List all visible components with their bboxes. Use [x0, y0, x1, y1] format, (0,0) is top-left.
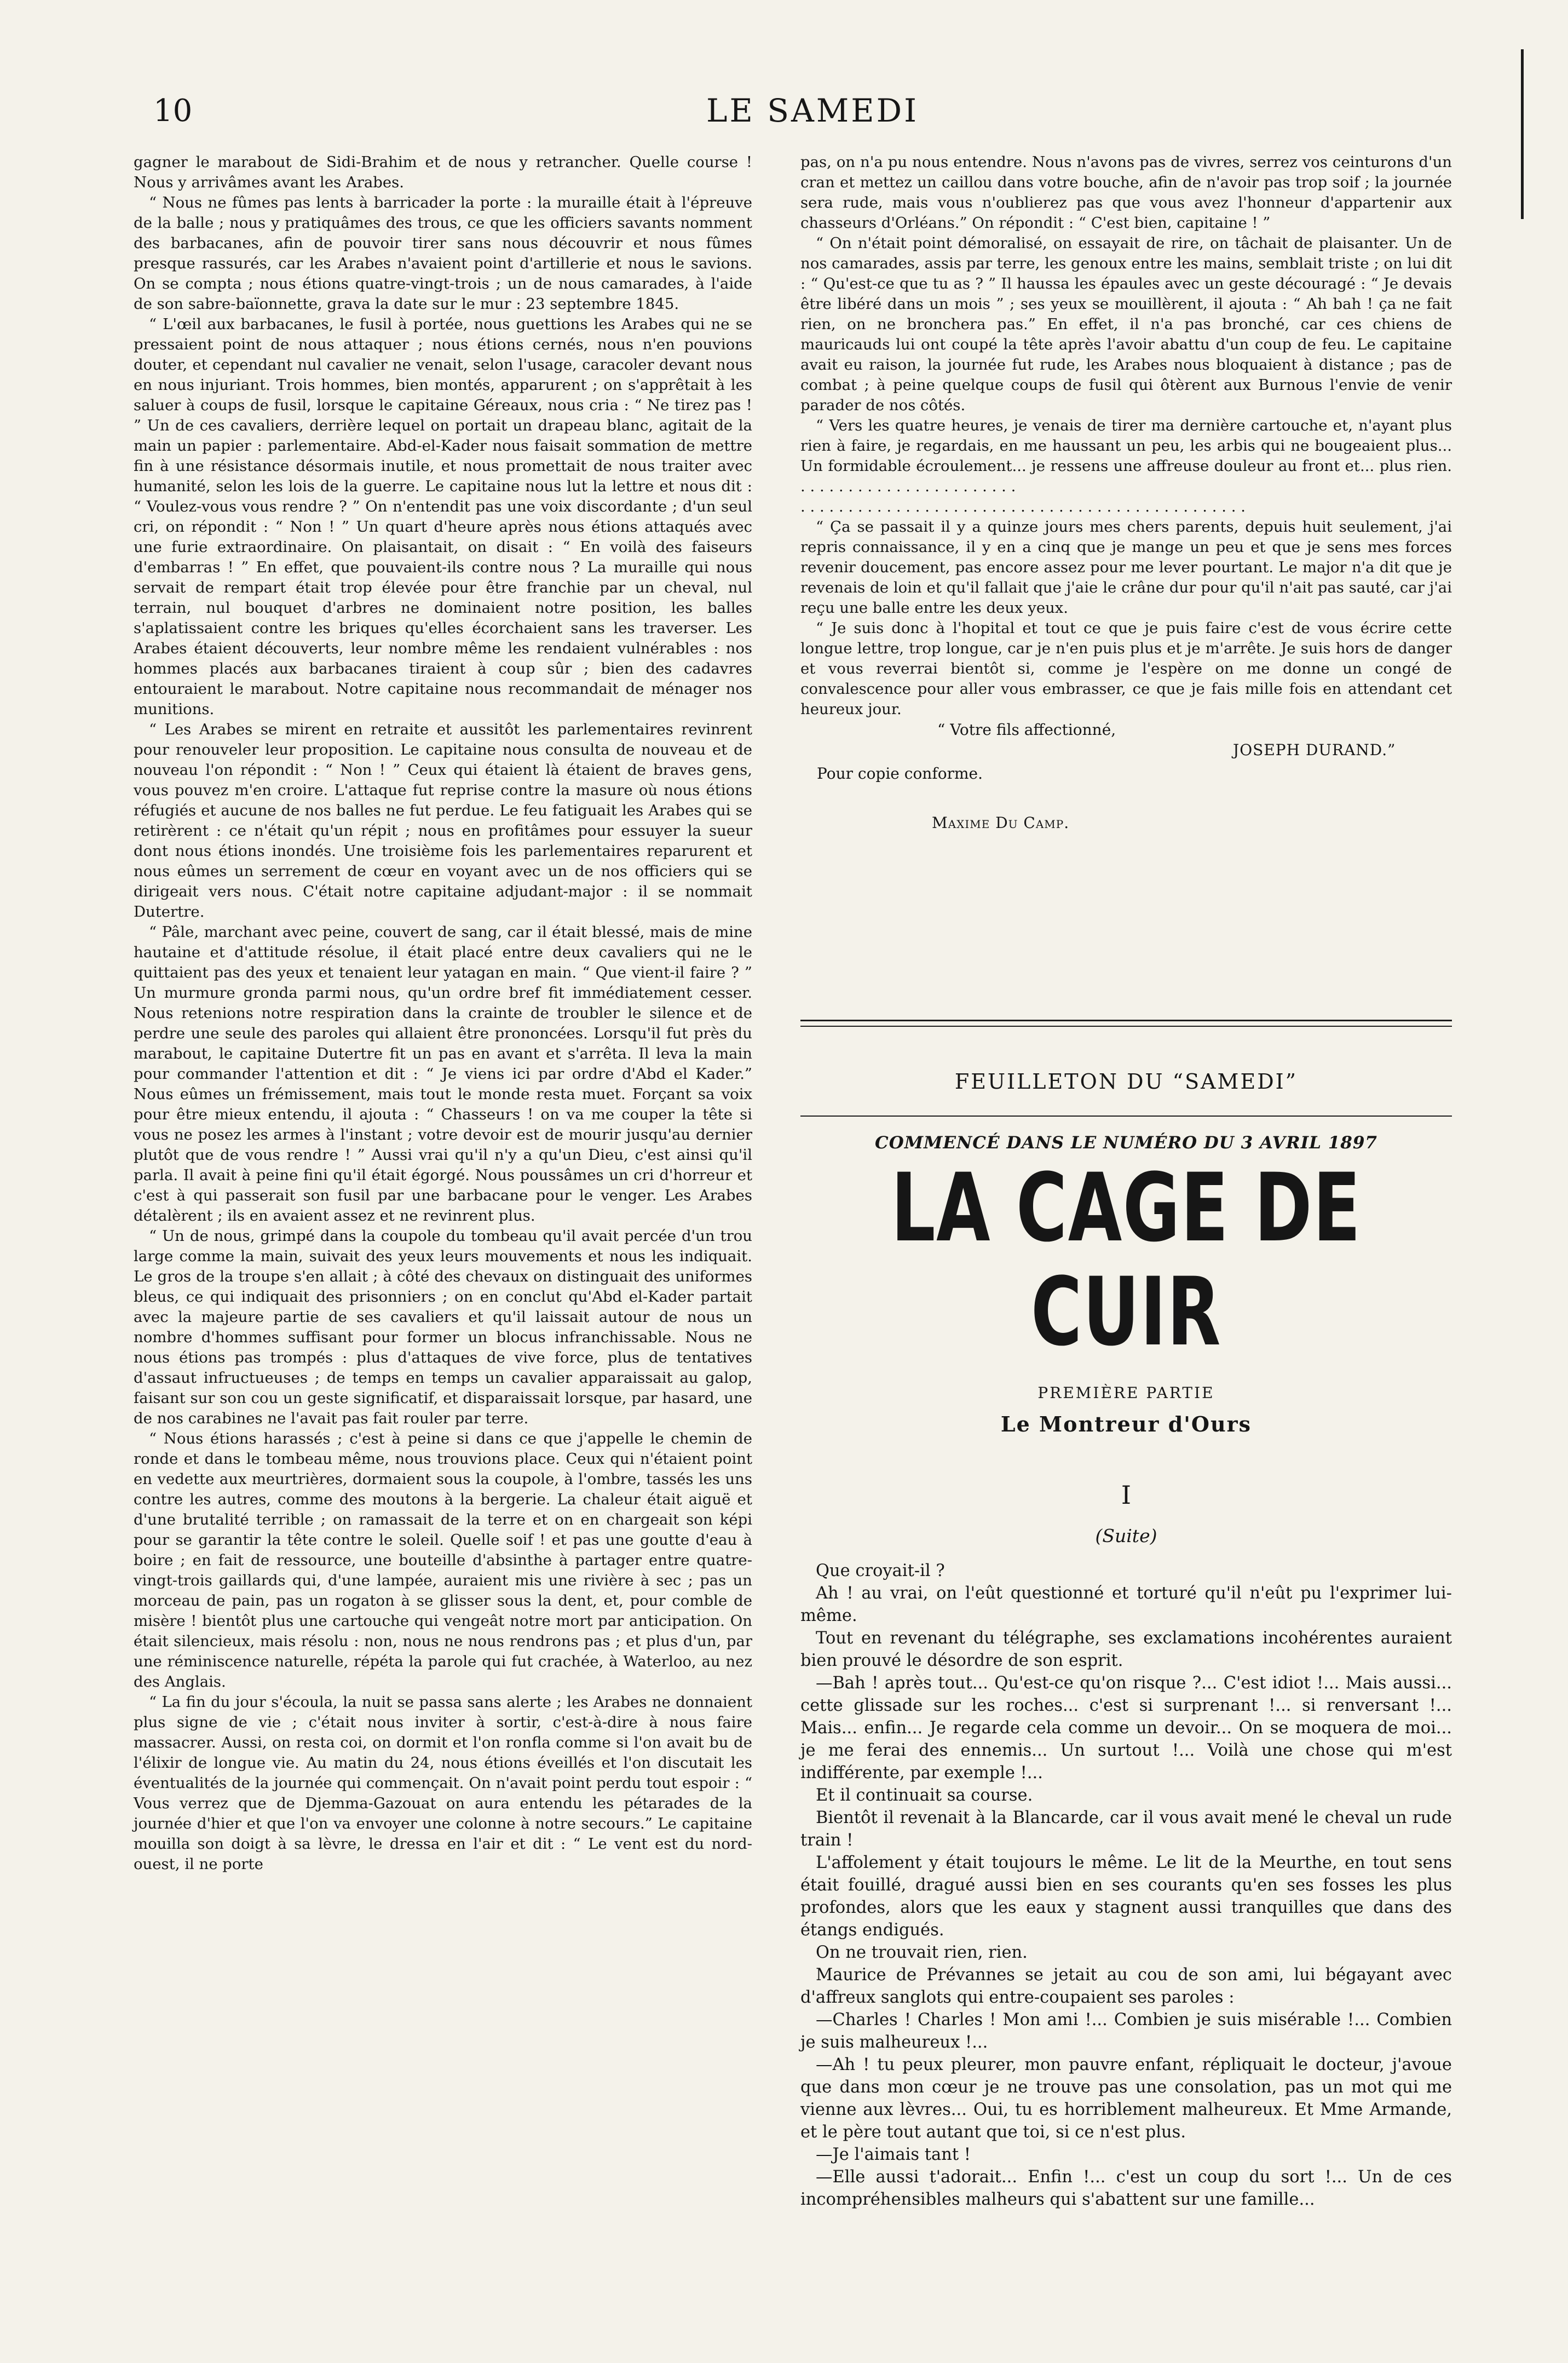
copy-author: Maxime Du Camp. — [932, 814, 1070, 832]
novel-paragraph: Maurice de Prévannes se jetait au cou de son ami, lui bégayant avec d'affreux sanglots qui entre-coupaient ses paroles : — [800, 1965, 1452, 2007]
chapter-note: (Suite) — [1095, 1525, 1157, 1546]
novel-paragraph: On ne trouvait rien, rien. — [816, 1943, 1028, 1962]
novel-paragraph: Et il continuait sa course. — [816, 1786, 1033, 1805]
article-paragraph: “ Je suis donc à l'hopital et tout ce que je puis faire c'est de vous écrire cette longue lettre, trop longue, car je n'en puis plus et je m'arrête. Je suis hors de danger et vous reverrai bientôt si, comme je l'espère on me donne un congé de convalescence pour aller vous embrasser, ce que je fais mille fois en attendant cet heureux jour. — [800, 619, 1452, 718]
article-paragraph: “ Nous ne fûmes pas lents à barricader la porte : la muraille était à l'épreuve de la balle ; nous y pratiquâmes des trous, ce que les officiers savants nomment des barbacanes, afin de pouvoir tirer sans nous découvrir et nous fûmes presque rassurés, car les Arabes n'avaient point d'artillerie et nous le savions. On se compta ; nous étions quatre-vingt-trois ; un de nous camarades, à l'aide de son sabre-baïonnette, grava la date sur le mur : 23 septembre 1845. — [134, 194, 752, 313]
article-paragraph: “ On n'était point démoralisé, on essayait de rire, on tâchait de plaisanter. Un de nos camarades, assis par terre, les genoux entre les mains, semblait triste ; on lui dit : “ Qu'est-ce que tu as ? ” Il haussa les épaules avec un geste découragé : “ Je devais être libéré dans un mois ” ; ses yeux se mouillèrent, il ajouta : “ Ah bah ! ça ne fait rien, on ne bronchera pas.” En effet, il n'a pas bronché, car ces chiens de mauricauds lui ont coupé la tête après l'avoir abattu d'un coup de feu. Le capitaine avait eu raison, la journée fut rude, les Arabes nous bloquaient à distance ; pas de combat ; à peine quelque coups de fusil qui ôtèrent aux Burnous l'envie de venir parader de nos côtés. — [800, 234, 1452, 414]
article-paragraph: “ Nous étions harassés ; c'est à peine si dans ce que j'appelle le chemin de ronde et dans le tombeau même, nous trouvions place. Ceux qui n'étaient point en vedette aux meurtrières, dormaient sous la coupole, à l'ombre, tassés les uns contre les autres, comme des moutons à la bergerie. La chaleur était aiguë et d'une brutalité terrible ; on ramassait de la terre et on en chargeait son képi pour se garantir la tête contre le soleil. Quelle soif ! et pas une goutte d'eau à boire ; en fait de ressource, une bouteille d'absinthe à partager entre quatre-vingt-trois gaillards qui, d'une lampée, auraient mis une rivière à sec ; pas un morceau de pain, pas un rogaton à se glisser sous la dent, et, pour comble de misère ! bientôt plus une cartouche qui vengeât notre mort par anticipation. On était silencieux, mais résolu : non, nous ne nous rendrons pas ; et plus d'un, par une réminiscence naturelle, répéta la parole qui fut crachée, à Waterloo, au nez des Anglais. — [134, 1430, 752, 1691]
ellipsis-line: . . . . . . . . . . . . . . . . . . . . . . . . . . . . . . . . . . . . . . . . . . . . . . . — [800, 498, 1246, 515]
section-rule — [800, 1026, 1452, 1027]
article-paragraph: “ La fin du jour s'écoula, la nuit se passa sans alerte ; les Arabes ne donnaient plus signe de vie ; c'était nous inviter à sortir, c'est-à-dire à nous faire massacrer. Aussi, on resta coi, on dormit et l'on ronfla comme si l'on avait bu de l'élixir de longue vie. Au matin du 24, nous étions éveillés et l'on discutait les éventualités de la journée qui commençait. On n'avait point perdu tout espoir : “ Vous verrez que de Djemma-Gazouat on aura entendu les pétarades de la journée d'hier et que l'on va envoyer une colonne à notre secours.” Le capitaine mouilla son doigt à sa lèvre, le dressa en l'air et dit : “ Le vent est du nord-ouest, il ne porte — [134, 1693, 752, 1873]
novel-paragraph: Tout en revenant du télégraphe, ses exclamations incohérentes auraient bien prouvé le désordre de son esprit. — [800, 1629, 1452, 1670]
article-paragraph: “ Vers les quatre heures, je venais de tirer ma dernière cartouche et, n'ayant plus rien à faire, je regardais, en me haussant un peu, les arbis qui ne bougeaient plus... Un formidable écroulement... je ressens une affreuse douleur au front et... plus rien. . . . . . . . . . . . . . . . . . . . . . . . — [800, 417, 1452, 495]
part-title: Le Montreur d'Ours — [1000, 1412, 1252, 1436]
article-paragraph: “ Pâle, marchant avec peine, couvert de sang, car il était blessé, mais de mine hautaine et d'attitude résolue, il était placé entre deux cavaliers qui ne le quittaient pas des yeux et tenaient leur yatagan en main. “ Que vient-il faire ? ” Un murmure gronda parmi nous, qu'un ordre bref fit immédiatement cesser. Nous retenions notre respiration dans la crainte de troubler le silence et de perdre une seule des paroles qui allaient être prononcées. Lorsqu'il fut près du marabout, le capitaine Dutertre fit un pas en avant et s'arrêta. Il leva la main pour commander l'attention et dit : “ Je viens ici par ordre d'Abd el Kader.” Nous eûmes un frémissement, mais tout le monde resta muet. Forçant sa voix pour être mieux entendu, il ajouta : “ Chasseurs ! on va me couper la tête si vous ne posez les armes à l'instant ; votre devoir est de mourir jusqu'au dernier plutôt que de vous rendre ! ” Aussi vrai qu'il n'y a qu'un Dieu, c'est ainsi qu'il parla. Il avait à peine fini qu'il était égorgé. Nous poussâmes un cri d'horreur et c'est à qui passerait son fusil par une barbacane pour le venger. Les Arabes détalèrent ; ils en avaient assez et ne revinrent plus. — [134, 923, 752, 1224]
page-header — [0, 0, 1568, 142]
running-title: LE SAMEDI — [706, 92, 919, 129]
novel-title: LA CAGE DE CUIR — [891, 1153, 1362, 1367]
letter-closing: “ Votre fils affectionné, — [937, 721, 1116, 739]
novel-body — [800, 1560, 1452, 2211]
article-paragraph: gagner le marabout de Sidi-Brahim et de nous y retrancher. Quelle course ! Nous y arrivâmes avant les Arabes. — [134, 153, 752, 191]
letter-signoff — [800, 720, 1452, 841]
part-label: PREMIÈRE PARTIE — [1037, 1384, 1215, 1402]
novel-paragraph: —Bah ! après tout... Qu'est-ce qu'on risque ?... C'est idiot !... Mais aussi... cette glissade sur les roches... c'est si surprenant !... si renversant !... Mais... enfin... Je regarde cela comme un devoir... On se moquera de moi... je me ferai des ennemis... Un surtout !... Voilà une chose qui m'est indifférente, par exemple !... — [800, 1674, 1452, 1783]
chapter-number: I — [1121, 1480, 1132, 1510]
article-paragraph: “ Un de nous, grimpé dans la coupole du tombeau qu'il avait percée d'un trou large comme la main, suivait des yeux leurs mouvements et nous les indiquait. Le gros de la troupe s'en allait ; à côté des chevaux on distinguait des uniformes bleus, ce qui indiquait des prisonniers ; on en conclut qu'Abd el-Kader partait avec la majeure partie de ses cavaliers et qu'il laissait autour de nous un nombre d'hommes suffisant pour former un blocus infranchissable. Nous ne nous étions pas trompés : plus d'attaques de vive force, plus de tentatives d'assaut infructueuses ; de temps en temps un cavalier apparaissait au galop, faisant sur son cou un geste significatif, et disparaissait lorsque, par hasard, une de nos carabines ne l'avait pas fait rouler par terre. — [134, 1227, 752, 1427]
letter-signature: JOSEPH DURAND.” — [1233, 741, 1396, 759]
section-rule — [800, 1020, 1452, 1021]
serial-start-note: COMMENCÉ DANS LE NUMÉRO DU 3 AVRIL 1897 — [875, 1133, 1377, 1153]
novel-paragraph: —Elle aussi t'adorait... Enfin !... c'est un coup du sort !... Un de ces incompréhensibles malheurs qui s'abattent sur une famille... — [800, 2167, 1452, 2209]
copy-attestation: Pour copie conforme. — [817, 764, 983, 783]
left-column — [134, 152, 752, 1875]
article-paragraph: “ Les Arabes se mirent en retraite et aussitôt les parlementaires revinrent pour renouveler leur proposition. Le capitaine nous consulta de nouveau et de nouveau l'on répondit : “ Non ! ” Ceux qui étaient là étaient de braves gens, vous pouvez m'en croire. L'attaque fut reprise contre la masure où nous étions réfugiés et aucune de nos balles ne fut perdue. Le feu fatiguait les Arabes qui se retirèrent : ce n'était qu'un répit ; nous en profitâmes pour essuyer la sueur dont nous étions inondés. Une troisième fois les parlementaires reparurent et nous eûmes un serrement de cœur en voyant avec un de nos officiers qui se dirigeait vers nous. C'était notre capitaine adjudant-major : il se nommait Dutertre. — [134, 721, 752, 921]
novel-paragraph: —Ah ! tu peux pleurer, mon pauvre enfant, répliquait le docteur, j'avoue que dans mon cœur je ne trouve pas une consolation, pas un mot qui me vienne aux lèvres... Oui, tu es horriblement malheureux. Et Mme Armande, et le père tout autant que toi, si ce n'est plus. — [800, 2055, 1452, 2142]
right-column — [800, 152, 1452, 841]
page-number: 10 — [153, 93, 193, 129]
novel-paragraph: Que croyait-il ? — [816, 1561, 945, 1580]
novel-paragraph: L'affolement y était toujours le même. Le lit de la Meurthe, en tout sens était fouillé, dragué aussi bien en ses courants qu'en ses fosses les plus profondes, alors que les eaux y stagnent aussi tranquilles que dans des étangs endigués. — [800, 1853, 1452, 1940]
novel-paragraph: —Je l'aimais tant ! — [816, 2145, 971, 2164]
novel-paragraph: —Charles ! Charles ! Mon ami !... Combien je suis misérable !... Combien je suis malheureux !... — [800, 2010, 1452, 2052]
margin-rule — [1521, 49, 1524, 219]
novel-paragraph: Ah ! au vrai, on l'eût questionné et torturé qu'il n'eût pu l'exprimer lui-même. — [800, 1584, 1452, 1625]
feuilleton-section — [800, 1020, 1452, 2211]
article-paragraph: pas, on n'a pu nous entendre. Nous n'avons pas de vivres, serrez vos ceinturons d'un cran et mettez un caillou dans votre bouche, afin de n'avoir pas trop soif ; la journée sera rude, mais vous n'oublierez pas que vous avez l'honneur d'appartenir aux chasseurs d'Orléans.” On répondit : “ C'est bien, capitaine ! ” — [800, 153, 1452, 232]
article-paragraph: “ L'œil aux barbacanes, le fusil à portée, nous guettions les Arabes qui ne se pressaient point de nous attaquer ; nous étions cernés, nous n'en pouvions douter, et cependant nul cavalier ne venait, selon l'usage, caracoler devant nous en nous injuriant. Trois hommes, bien montés, apparurent ; on s'apprêtait à les saluer à coups de fusil, lorsque le capitaine Géreaux, nous cria : “ Ne tirez pas ! ” Un de ces cavaliers, derrière lequel on portait un drapeau blanc, agitait de la main un papier : parlementaire. Abd-el-Kader nous faisait sommation de mettre fin à une résistance désormais inutile, et nous promettait de nous traiter avec humanité, selon les lois de la guerre. Le capitaine nous lut la lettre et nous dit : “ Voulez-vous vous rendre ? ” On n'entendit pas une voix discordante ; d'un seul cri, on répondit : “ Non ! ” Un quart d'heure après nous étions attaqués avec une furie extraordinaire. On plaisantait, on disait : “ En voilà des faiseurs d'embarras ! ” En effet, que pouvaient-ils contre nous ? La muraille qui nous servait de rempart était trop élevée pour être franchie par un cheval, nul terrain, nul bouquet d'arbres ne dominaient notre position, les balles s'aplatissaient contre les briques qu'elles écorchaient sans les traverser. Les Arabes étaient découverts, leur nombre même les rendaient vulnérables : nos hommes placés aux barbacanes tiraient à coup sûr ; bien des cadavres entouraient le marabout. Notre capitaine nous recommandait de ménager nos munitions. — [134, 315, 752, 718]
feuilleton-heading: FEUILLETON DU “SAMEDI” — [954, 1070, 1298, 1094]
heading-divider — [800, 1116, 1452, 1117]
article-paragraph: “ Ça se passait il y a quinze jours mes chers parents, depuis huit seulement, j'ai repris connaissance, il y en a cinq que je mange un peu et que je sens mes forces revenir doucement, pas encore assez pour me lever pourtant. Le major n'a dit que je revenais de loin et qu'il fallait que j'aie le crâne dur pour qu'il n'ait pas sauté, car j'ai reçu une balle entre les deux yeux. — [800, 518, 1452, 617]
novel-paragraph: Bientôt il revenait à la Blancarde, car il vous avait mené le cheval un rude train ! — [800, 1808, 1452, 1850]
